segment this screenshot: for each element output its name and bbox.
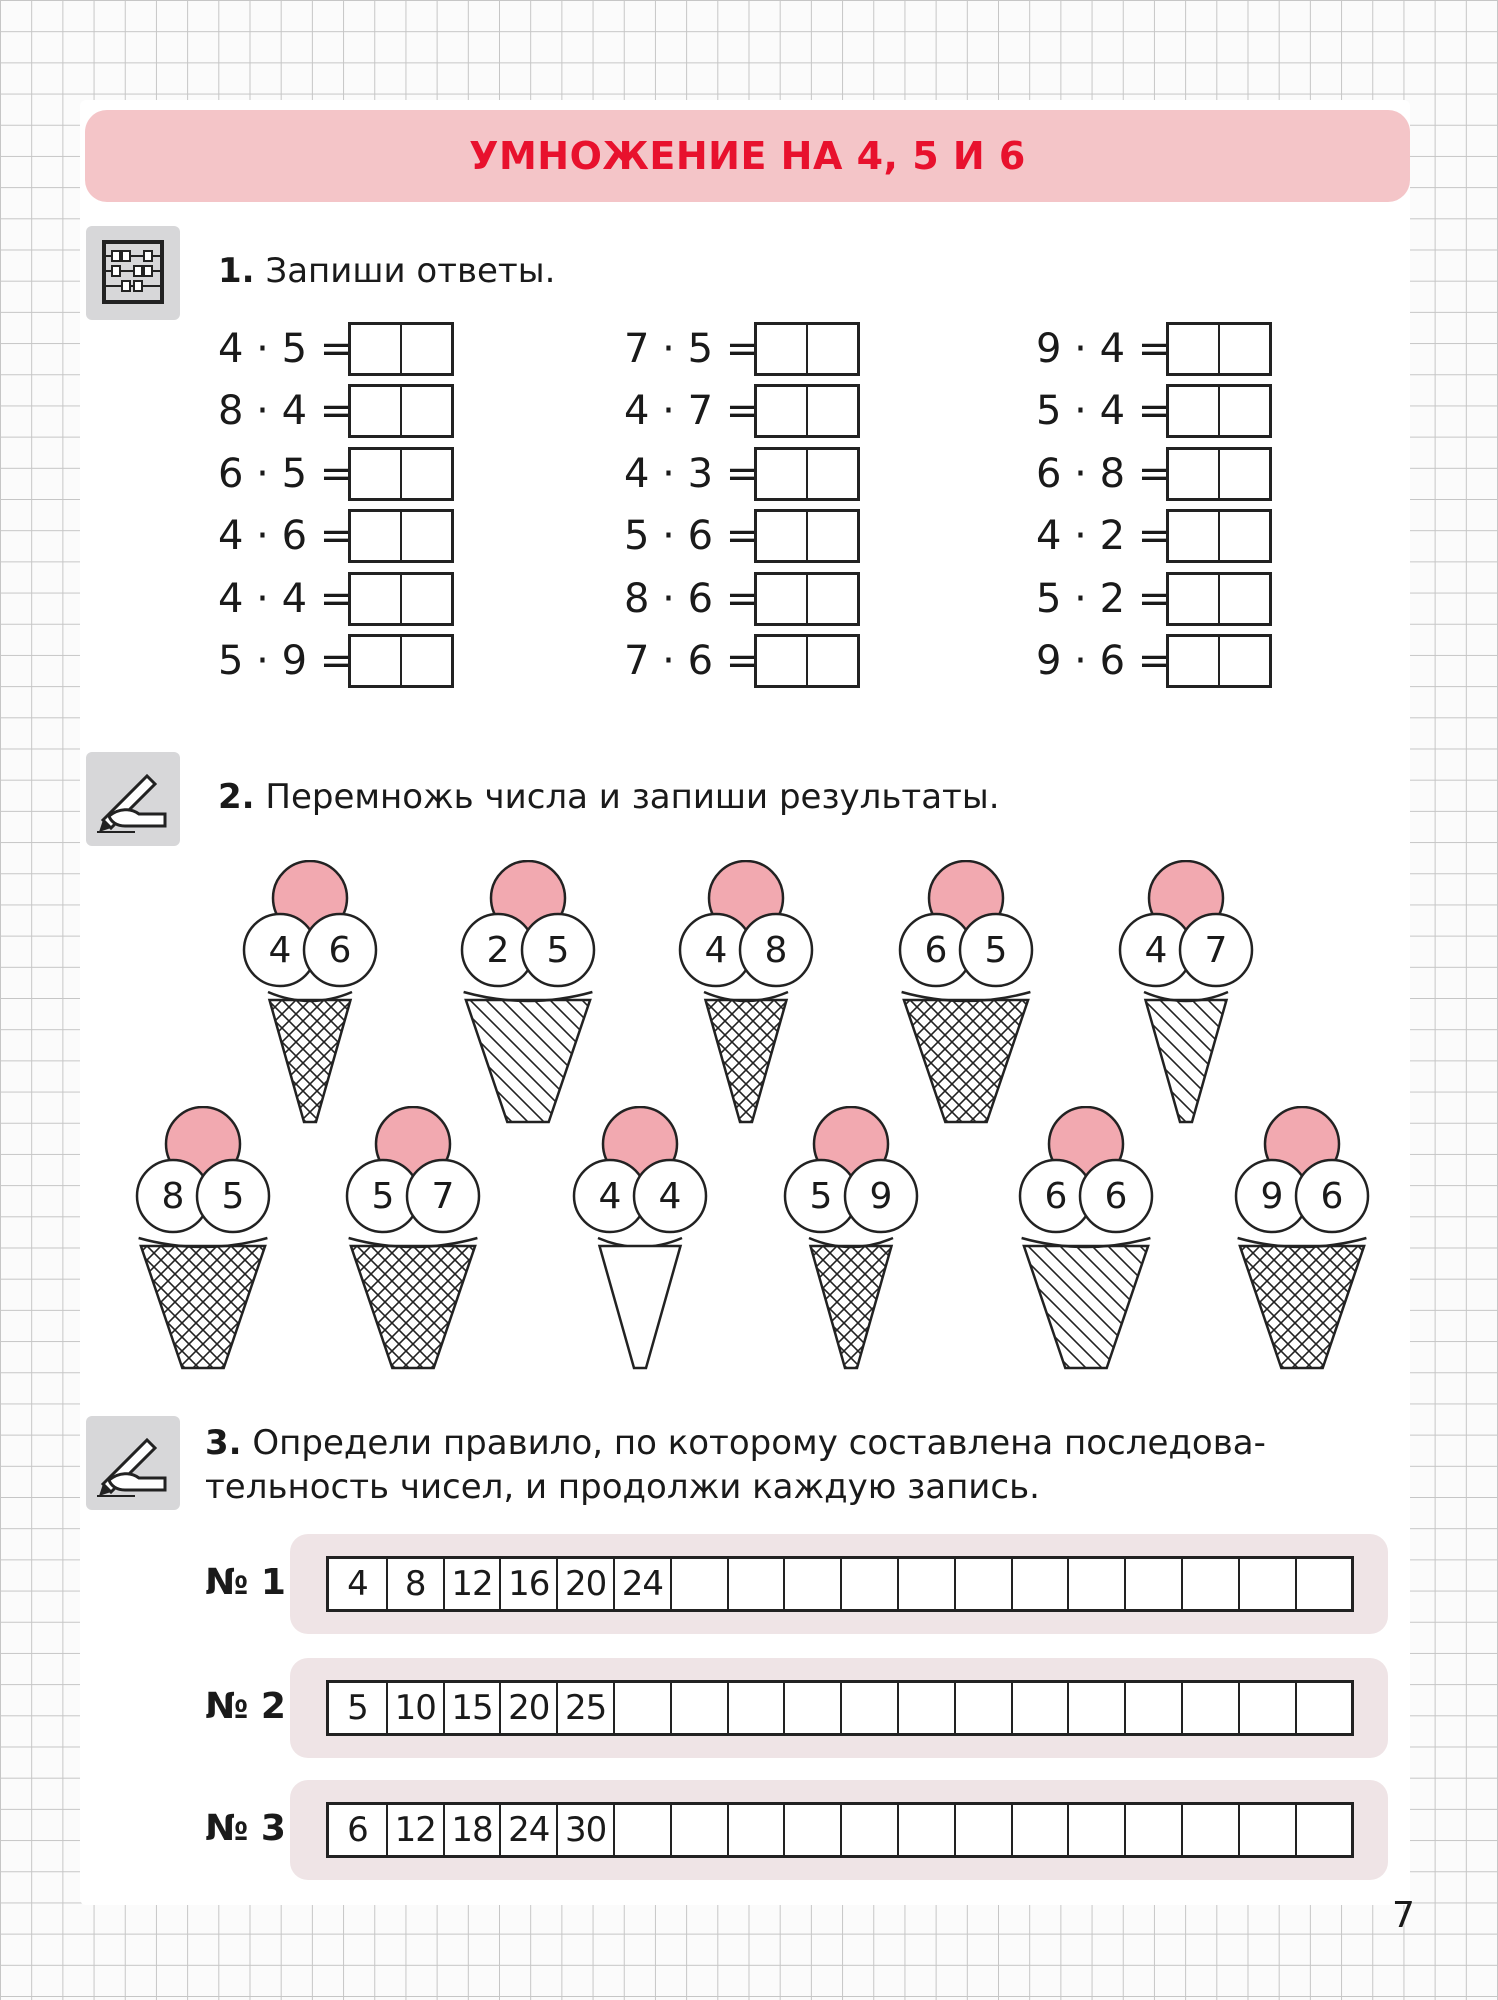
answer-box[interactable] (754, 634, 860, 688)
answer-cell[interactable] (400, 575, 451, 623)
equation-row (218, 509, 454, 563)
sequence-cell[interactable] (1295, 1805, 1352, 1855)
answer-cell[interactable] (400, 512, 451, 560)
page-number: 7 (1392, 1895, 1415, 1936)
sequence-cell[interactable] (670, 1805, 727, 1855)
equation-text: 8 · 4 = (218, 388, 354, 434)
answer-cell[interactable] (1218, 637, 1269, 685)
answer-box[interactable] (348, 322, 454, 376)
ice-cream (1016, 1106, 1156, 1376)
sequence-label: № 1 (205, 1562, 286, 1603)
ice-cream-number: 7 (431, 1176, 455, 1217)
sequence-cell[interactable] (1067, 1559, 1124, 1609)
sequence-cell[interactable] (1295, 1683, 1352, 1733)
answer-cell[interactable] (351, 637, 400, 685)
equation-row (624, 509, 860, 563)
sequence-cell[interactable] (783, 1805, 840, 1855)
sequence-cell[interactable] (954, 1559, 1011, 1609)
answer-cell[interactable] (757, 325, 806, 373)
task3-heading (205, 1422, 1385, 1509)
answer-cell[interactable] (400, 637, 451, 685)
answer-cell[interactable] (400, 387, 451, 435)
sequence-cell[interactable] (1295, 1559, 1352, 1609)
ice-cream-number: 4 (268, 930, 292, 971)
ice-cream-number: 7 (1204, 930, 1228, 971)
equation-row (624, 634, 860, 688)
ice-cream-number: 4 (598, 1176, 622, 1217)
answer-cell[interactable] (400, 450, 451, 498)
answer-cell[interactable] (1169, 637, 1218, 685)
ice-cream-number: 5 (809, 1176, 833, 1217)
answer-box[interactable] (348, 509, 454, 563)
ice-cream-number: 5 (546, 930, 570, 971)
answer-cell[interactable] (806, 450, 857, 498)
ice-cream-number: 6 (1320, 1176, 1344, 1217)
sequence-cell[interactable] (840, 1683, 897, 1733)
ice-cream (676, 860, 816, 1130)
equation-text: 5 · 2 = (1036, 576, 1172, 622)
answer-cell[interactable] (351, 575, 400, 623)
answer-box[interactable] (348, 572, 454, 626)
sequence-cell[interactable] (727, 1805, 784, 1855)
equation-text: 8 · 6 = (624, 576, 760, 622)
equation-row (218, 322, 454, 376)
sequence-cell[interactable]: 10 (386, 1683, 443, 1733)
sequence-cell[interactable] (897, 1683, 954, 1733)
sequence-cell[interactable] (727, 1683, 784, 1733)
sequence-row (326, 1556, 1354, 1612)
answer-cell[interactable] (1218, 387, 1269, 435)
sequence-cell[interactable] (1124, 1805, 1181, 1855)
equation-row (1036, 572, 1272, 626)
answer-box[interactable] (1166, 509, 1272, 563)
equation-row (1036, 509, 1272, 563)
task3-text-line2: тельность чисел, и продолжи каждую запись. (205, 1466, 1040, 1507)
abacus-icon (86, 226, 180, 320)
sequence-cell[interactable]: 30 (556, 1805, 613, 1855)
equation-text: 5 · 4 = (1036, 388, 1172, 434)
sequence-cell[interactable]: 4 (347, 1564, 368, 1604)
sequence-cell[interactable] (783, 1559, 840, 1609)
sequence-cell[interactable]: 8 (386, 1559, 443, 1609)
answer-cell[interactable] (806, 575, 857, 623)
answer-box[interactable] (1166, 322, 1272, 376)
answer-box[interactable] (754, 447, 860, 501)
equation-row (1036, 384, 1272, 438)
sequence-cell[interactable]: 16 (499, 1559, 556, 1609)
answer-cell[interactable] (806, 637, 857, 685)
equation-text: 4 · 6 = (218, 513, 354, 559)
answer-cell[interactable] (400, 325, 451, 373)
ice-cream (896, 860, 1036, 1130)
sequence-cell[interactable]: 12 (443, 1559, 500, 1609)
sequence-cell[interactable] (1124, 1683, 1181, 1733)
sequence-cell[interactable]: 24 (499, 1805, 556, 1855)
answer-box[interactable] (348, 634, 454, 688)
answer-box[interactable] (348, 447, 454, 501)
ice-cream (1232, 1106, 1372, 1376)
task1-text: Запиши ответы. (265, 251, 556, 291)
sequence-cell[interactable] (1238, 1683, 1295, 1733)
ice-cream-number: 5 (221, 1176, 245, 1217)
sequence-cell[interactable] (1181, 1805, 1238, 1855)
answer-box[interactable] (348, 384, 454, 438)
sequence-cell[interactable] (670, 1683, 727, 1733)
answer-cell[interactable] (806, 512, 857, 560)
equation-text: 4 · 2 = (1036, 513, 1172, 559)
sequence-cell[interactable]: 15 (443, 1683, 500, 1733)
page-title: УМНОЖЕНИЕ НА 4, 5 И 6 (469, 134, 1026, 178)
sequence-cell[interactable] (1011, 1683, 1068, 1733)
sequence-cell[interactable]: 5 (347, 1688, 368, 1728)
ice-cream-number: 8 (764, 930, 788, 971)
equation-text: 5 · 9 = (218, 638, 354, 684)
equation-text: 6 · 5 = (218, 451, 354, 497)
ice-cream-number: 5 (984, 930, 1008, 971)
answer-cell[interactable] (351, 325, 400, 373)
task2-number: 2. (218, 777, 255, 817)
hand-pencil-icon (86, 1416, 180, 1510)
sequence-cell[interactable] (1238, 1559, 1295, 1609)
ice-cream-number: 5 (371, 1176, 395, 1217)
ice-cream-number: 2 (486, 930, 510, 971)
answer-cell[interactable] (1169, 325, 1218, 373)
sequence-cell[interactable] (954, 1805, 1011, 1855)
sequence-cell[interactable] (1067, 1683, 1124, 1733)
sequence-cell[interactable]: 6 (347, 1810, 368, 1850)
equation-text: 4 · 4 = (218, 576, 354, 622)
ice-cream (240, 860, 380, 1130)
ice-cream (1116, 860, 1256, 1130)
sequence-cell[interactable] (613, 1683, 670, 1733)
sequence-cell[interactable] (1011, 1559, 1068, 1609)
equation-row (1036, 634, 1272, 688)
ice-cream-number: 4 (658, 1176, 682, 1217)
answer-box[interactable] (754, 322, 860, 376)
answer-box[interactable] (1166, 634, 1272, 688)
task2-text: Перемножь числа и запиши результаты. (265, 777, 1000, 817)
ice-cream-number: 8 (161, 1176, 185, 1217)
sequence-cell[interactable] (840, 1559, 897, 1609)
answer-cell[interactable] (1169, 575, 1218, 623)
answer-cell[interactable] (351, 450, 400, 498)
equation-row (218, 634, 454, 688)
answer-cell[interactable] (1169, 512, 1218, 560)
ice-cream-number: 6 (924, 930, 948, 971)
equation-row (1036, 322, 1272, 376)
answer-box[interactable] (754, 509, 860, 563)
ice-cream-number: 6 (1104, 1176, 1128, 1217)
answer-cell[interactable] (1218, 575, 1269, 623)
equation-text: 9 · 6 = (1036, 638, 1172, 684)
sequence-cell[interactable]: 12 (386, 1805, 443, 1855)
sequence-cell[interactable] (1181, 1559, 1238, 1609)
sequence-label: № 2 (205, 1686, 286, 1727)
ice-cream-number: 4 (704, 930, 728, 971)
answer-cell[interactable] (1169, 387, 1218, 435)
equation-text: 4 · 3 = (624, 451, 760, 497)
sequence-cell[interactable]: 25 (556, 1683, 613, 1733)
ice-cream (458, 860, 598, 1130)
answer-cell[interactable] (351, 512, 400, 560)
ice-cream-number: 9 (869, 1176, 893, 1217)
equation-row (624, 447, 860, 501)
task1-heading (218, 250, 555, 294)
task2-heading (218, 776, 1000, 820)
answer-cell[interactable] (757, 637, 806, 685)
sequence-cell[interactable] (954, 1683, 1011, 1733)
sequence-cell[interactable]: 20 (499, 1683, 556, 1733)
answer-box[interactable] (754, 384, 860, 438)
sequence-label: № 3 (205, 1808, 286, 1849)
sequence-cell[interactable]: 18 (443, 1805, 500, 1855)
sequence-cell[interactable] (1238, 1805, 1295, 1855)
sequence-row (326, 1802, 1354, 1858)
title-banner (85, 110, 1410, 202)
answer-cell[interactable] (757, 575, 806, 623)
answer-cell[interactable] (1218, 512, 1269, 560)
equation-row (624, 322, 860, 376)
sequence-cell[interactable] (1181, 1683, 1238, 1733)
answer-cell[interactable] (1218, 325, 1269, 373)
ice-cream (781, 1106, 921, 1376)
ice-cream (133, 1106, 273, 1376)
answer-cell[interactable] (806, 387, 857, 435)
ice-cream-number: 6 (1044, 1176, 1068, 1217)
equation-row (218, 572, 454, 626)
equation-row (1036, 447, 1272, 501)
sequence-cell[interactable]: 24 (613, 1559, 670, 1609)
hand-pencil-icon (86, 752, 180, 846)
sequence-cell[interactable] (613, 1805, 670, 1855)
sequence-cell[interactable] (1067, 1805, 1124, 1855)
sequence-cell[interactable] (727, 1559, 784, 1609)
ice-cream (570, 1106, 710, 1376)
sequence-cell[interactable] (670, 1559, 727, 1609)
equation-text: 9 · 4 = (1036, 326, 1172, 372)
answer-cell[interactable] (757, 512, 806, 560)
sequence-cell[interactable] (1011, 1805, 1068, 1855)
equation-text: 4 · 7 = (624, 388, 760, 434)
answer-box[interactable] (1166, 572, 1272, 626)
answer-cell[interactable] (757, 387, 806, 435)
equation-row (218, 447, 454, 501)
ice-cream-number: 4 (1144, 930, 1168, 971)
answer-cell[interactable] (806, 325, 857, 373)
sequence-cell[interactable] (840, 1805, 897, 1855)
task3-text-line1: Определи правило, по которому составлена последова- (252, 1423, 1266, 1463)
answer-cell[interactable] (1169, 450, 1218, 498)
sequence-cell[interactable] (897, 1805, 954, 1855)
answer-box[interactable] (1166, 384, 1272, 438)
equation-text: 4 · 5 = (218, 326, 354, 372)
sequence-cell[interactable] (1124, 1559, 1181, 1609)
equation-row (624, 384, 860, 438)
answer-cell[interactable] (351, 387, 400, 435)
ice-cream-number: 6 (328, 930, 352, 971)
equation-row (624, 572, 860, 626)
answer-cell[interactable] (757, 450, 806, 498)
sequence-cell[interactable] (783, 1683, 840, 1733)
task3-number: 3. (205, 1423, 242, 1463)
ice-cream-number: 9 (1260, 1176, 1284, 1217)
task1-number: 1. (218, 251, 255, 291)
answer-cell[interactable] (1218, 450, 1269, 498)
equation-text: 7 · 6 = (624, 638, 760, 684)
equation-text: 6 · 8 = (1036, 451, 1172, 497)
sequence-cell[interactable] (897, 1559, 954, 1609)
equation-row (218, 384, 454, 438)
answer-box[interactable] (1166, 447, 1272, 501)
ice-cream (343, 1106, 483, 1376)
equation-text: 5 · 6 = (624, 513, 760, 559)
equation-text: 7 · 5 = (624, 326, 760, 372)
sequence-cell[interactable]: 20 (556, 1559, 613, 1609)
answer-box[interactable] (754, 572, 860, 626)
sequence-row (326, 1680, 1354, 1736)
